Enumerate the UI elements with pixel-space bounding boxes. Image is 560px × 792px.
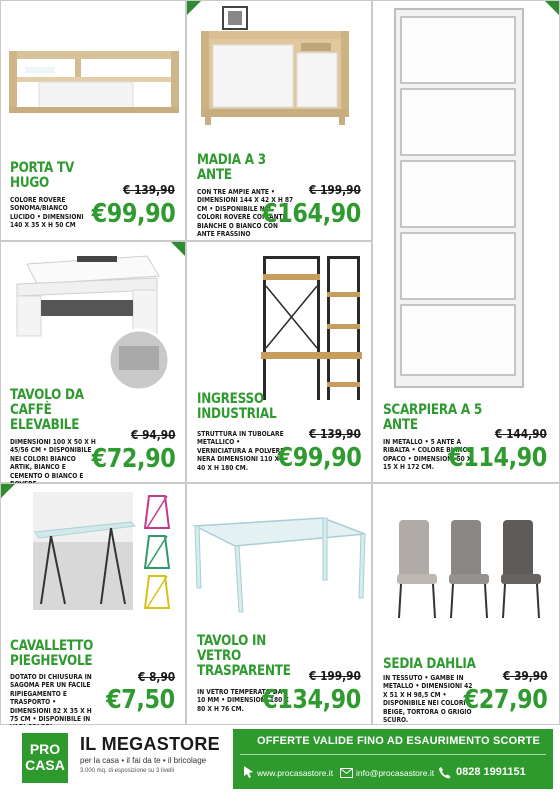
old-price: € 199,90 xyxy=(309,669,361,683)
product-description: IN TESSUTO • GAMBE IN METALLO • DIMENSIONI 42 X 51 X H 98,5 CM • DISPONIBILE NEI COLORI BEIGE, TORTORA O GRIGIO SCURO. xyxy=(383,674,473,725)
old-price: € 139,90 xyxy=(309,427,361,441)
product-name: CAVALLETTO PIEGHEVOLE xyxy=(10,638,94,669)
old-price: € 144,90 xyxy=(495,427,547,441)
offer-title: OFFERTE VALIDE FINO AD ESAURIMENTO SCORTE xyxy=(257,735,541,747)
product-card-cavalletto[interactable] xyxy=(0,483,186,725)
product-description: COLORE ROVERE SONOMA/BIANCO LUCIDO • DIMENSIONI 140 X 35 X H 50 CM xyxy=(10,196,84,230)
product-name: SCARPIERA A 5 ANTE xyxy=(383,402,482,433)
new-price: €99,90 xyxy=(277,443,361,473)
store-area: 3.000 mq. di esposizione su 3 livelli xyxy=(80,768,175,774)
new-price: €134,90 xyxy=(262,685,361,715)
product-name: PORTA TV HUGO xyxy=(10,160,75,191)
corner-fold xyxy=(1,484,15,498)
product-card-scarpiera[interactable] xyxy=(372,0,560,483)
coffee-table-image xyxy=(7,250,182,390)
product-card-tavolo-caffe[interactable] xyxy=(0,241,186,483)
store-title: IL MEGASTORE xyxy=(80,734,220,754)
product-description: STRUTTURA IN TUBOLARE METALLICO • VERNICIATURA A POLVERE NERA DIMENSIONI 110 X 40 X H 180 CM. xyxy=(197,430,285,472)
old-price: € 94,90 xyxy=(130,428,175,442)
old-price: € 8,90 xyxy=(137,670,175,684)
trestle-image xyxy=(31,492,179,617)
tv-stand-image xyxy=(5,41,183,121)
product-name: INGRESSO INDUSTRIAL xyxy=(197,391,277,422)
new-price: €7,50 xyxy=(106,685,175,715)
phone-icon xyxy=(438,766,451,779)
new-price: €72,90 xyxy=(91,444,175,474)
old-price: € 139,90 xyxy=(123,183,175,197)
offer-divider xyxy=(240,754,546,755)
old-price: € 199,90 xyxy=(309,183,361,197)
product-card-porta-tv[interactable] xyxy=(0,0,186,241)
new-price: €114,90 xyxy=(448,443,547,473)
old-price: € 39,90 xyxy=(502,669,547,683)
product-description: IN VETRO TEMPERATO DA 10 MM • DIMENSIONI 180 X 80 X H 76 CM. xyxy=(197,688,289,713)
product-description: CON TRE AMPIE ANTE • DIMENSIONI 144 X 42 X H 87 CM • DISPONIBILE NEI COLORI ROVERE CON ANTE BIANCHE O BIANCO CON ANTE FRASSINO xyxy=(197,188,294,239)
new-price: €99,90 xyxy=(91,199,175,229)
product-description: IN METALLO • 5 ANTE A RIBALTA • COLORE BIANCO OPACO • DIMENSIONI 50 X 15 X H 172 CM. xyxy=(383,438,472,472)
product-name: SEDIA DAHLIA xyxy=(383,656,476,672)
corner-fold xyxy=(545,1,559,15)
mail-icon xyxy=(340,768,353,778)
new-price: €27,90 xyxy=(463,685,547,715)
sideboard-image xyxy=(201,7,361,132)
product-description: DIMENSIONI 100 X 50 X H 45/56 CM • DISPONIBILE NEI COLORI BIANCO ARTIK, BIANCO E CEMENTO O BIANCO E xyxy=(10,438,96,480)
hall-stand-image xyxy=(259,252,364,402)
product-card-sedia[interactable] xyxy=(372,483,560,725)
glass-table-image xyxy=(191,512,369,622)
cursor-icon xyxy=(244,766,254,778)
procasa-logo: PRO CASA xyxy=(22,733,68,783)
product-card-ingresso[interactable] xyxy=(186,241,372,483)
new-price: €164,90 xyxy=(262,199,361,229)
corner-fold xyxy=(187,1,201,15)
product-name: MADIA A 3 ANTE xyxy=(197,152,266,183)
product-card-tavolo-vetro[interactable] xyxy=(186,483,372,725)
email-link[interactable]: info@procasastore.it xyxy=(356,768,435,778)
phone-number[interactable]: 0828 1991151 xyxy=(456,766,526,778)
product-description: DOTATO DI CHIUSURA IN SAGOMA PER UN FACILE RIPIEGAMENTO E TRASPORTO • DIMENSIONI 82 X 35 X H 75 CM • DISPONIBILE IN xyxy=(10,673,92,724)
store-subtitle: per la casa • il fai da te • il bricolage xyxy=(80,756,207,765)
chairs-image xyxy=(393,518,553,623)
product-name: TAVOLO DA CAFFÈ ELEVABILE xyxy=(10,387,84,433)
product-name: TAVOLO IN VETRO TRASPARENTE xyxy=(197,633,291,679)
product-card-madia[interactable] xyxy=(186,0,372,241)
website-link[interactable]: www.procasastore.it xyxy=(257,768,334,778)
shoe-cabinet-image xyxy=(395,9,525,389)
